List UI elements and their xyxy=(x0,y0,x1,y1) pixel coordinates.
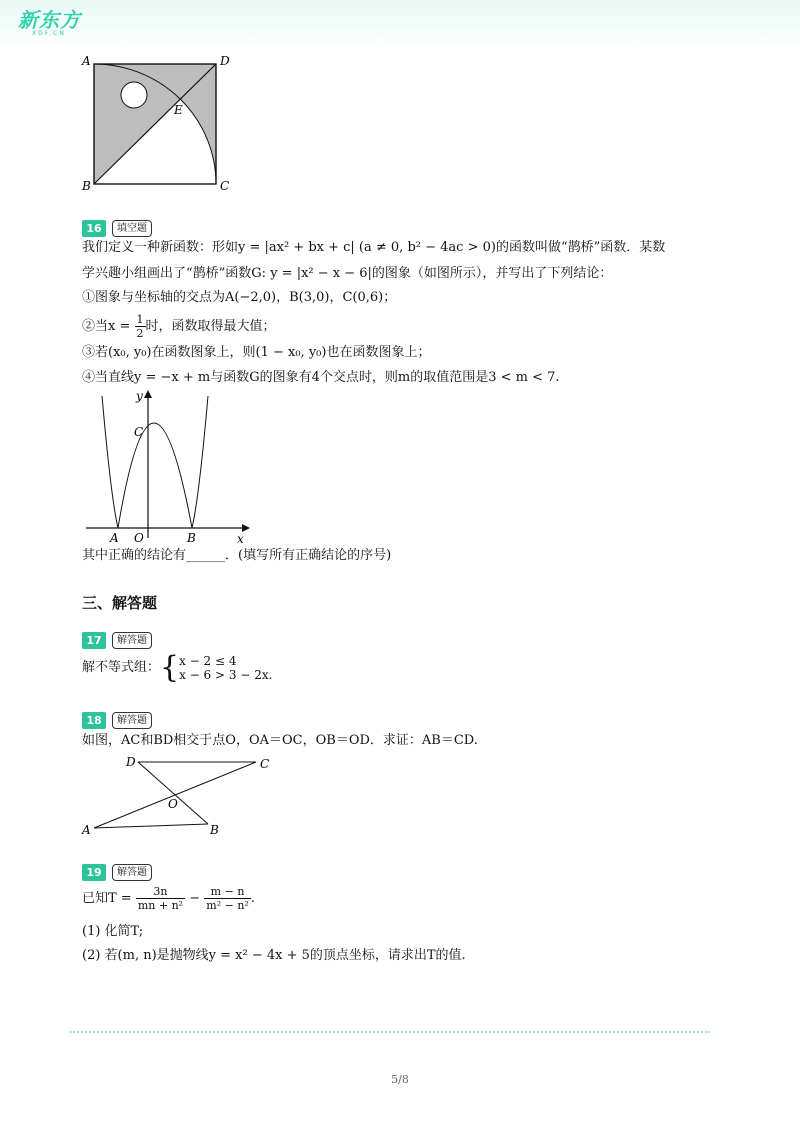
minus-sign: − xyxy=(189,891,201,906)
label-a: A xyxy=(82,54,91,68)
inequality-1: x − 2 ≤ 4 xyxy=(179,653,237,668)
square-figure xyxy=(80,52,240,194)
q16-line-4-suffix: 时，函数取得最大值； xyxy=(145,319,276,334)
axis-label-x: x xyxy=(237,532,244,546)
label-o18: O xyxy=(168,797,178,811)
fraction-half xyxy=(135,313,146,340)
q16-line-5: ③若(x₀, y₀)在函数图象上，则(1 − x₀, y₀)也在函数图象上； xyxy=(82,345,431,360)
fraction-1-den: mn + n² xyxy=(137,899,184,912)
brand-logo xyxy=(18,10,81,37)
question-number-16: 16 xyxy=(82,220,106,237)
crossing-figure xyxy=(80,752,280,842)
question-number-18: 18 xyxy=(82,712,106,729)
q19-period: . xyxy=(250,891,255,906)
fraction-2 xyxy=(204,885,251,912)
system-brace: { xyxy=(160,649,180,685)
question-type-19: 解答题 xyxy=(112,864,152,881)
fraction-half-num: 1 xyxy=(136,313,144,326)
function-graph xyxy=(82,388,252,546)
segment-ab xyxy=(94,824,208,828)
label-e: E xyxy=(174,103,183,117)
axis-label-y: y xyxy=(136,389,143,403)
middle-arch xyxy=(118,423,192,528)
q19-expression xyxy=(82,882,255,916)
fraction-half-den: 2 xyxy=(136,327,144,340)
label-d: D xyxy=(220,54,230,68)
section-title: 三、解答题 xyxy=(82,594,158,612)
label-d18: D xyxy=(126,755,136,769)
q16-answer-line: 其中正确的结论有______．(填写所有正确结论的序号) xyxy=(82,548,392,563)
q16-line-1: 我们定义一种新函数：形如y = |ax² + bx + c| (a ≠ 0, b² − 4ac > 0)的函数叫做“鹊桥”函数．某数 xyxy=(82,240,666,255)
inequality-system xyxy=(179,654,272,682)
small-circle xyxy=(121,82,147,108)
segment-db xyxy=(138,762,208,824)
fraction-2-num: m − n xyxy=(204,885,251,899)
question-number-19: 19 xyxy=(82,864,106,881)
q16-line-3: ①图象与坐标轴的交点为A(−2,0)，B(3,0)，C(0,6)； xyxy=(82,290,397,305)
q19-part-1: (1) 化简T; xyxy=(82,924,144,939)
q17-body xyxy=(82,650,272,686)
point-label-a: A xyxy=(110,531,119,545)
question-type-17: 解答题 xyxy=(112,632,152,649)
fraction-1-num: 3n xyxy=(136,885,185,899)
label-b18: B xyxy=(210,823,219,837)
inequality-2: x − 6 > 3 − 2x. xyxy=(179,667,273,682)
fraction-2-den: m² − n² xyxy=(206,899,249,912)
logo-text: 新东方 xyxy=(18,8,81,32)
logo-subtext: XDF.CN xyxy=(32,30,66,37)
point-label-b: B xyxy=(187,531,196,545)
q16-line-4 xyxy=(82,312,276,342)
q16-line-2: 学兴趣小组画出了“鹊桥”函数G: y = |x² − x − 6|的图象（如图所示），并写出了下列结论： xyxy=(82,266,613,281)
x-axis-arrow xyxy=(242,524,250,532)
fraction-1 xyxy=(136,885,185,912)
y-axis-arrow xyxy=(144,390,152,398)
question-number-17: 17 xyxy=(82,632,106,649)
label-a18: A xyxy=(82,823,91,837)
page-number: 5/8 xyxy=(391,1073,409,1086)
footer-divider xyxy=(70,1031,710,1033)
q16-line-4-prefix: ②当x = xyxy=(82,319,135,334)
question-type-16: 填空题 xyxy=(112,220,152,237)
point-label-c: C xyxy=(134,425,144,439)
q16-line-6: ④当直线y = −x + m与函数G的图象有4个交点时，则m的取值范围是3 < m < 7. xyxy=(82,370,560,385)
header-band xyxy=(0,0,800,50)
q19-part-2: (2) 若(m, n)是抛物线y = x² − 4x + 5的顶点坐标，请求出T的值. xyxy=(82,948,466,963)
q19-prefix: 已知T = xyxy=(82,891,136,906)
label-b: B xyxy=(82,179,91,193)
q18-text: 如图，AC和BD相交于点O，OA＝OC，OB＝OD．求证：AB＝CD. xyxy=(82,733,478,748)
point-label-o: O xyxy=(134,531,144,545)
right-branch xyxy=(192,396,208,528)
question-type-18: 解答题 xyxy=(112,712,152,729)
left-branch xyxy=(102,396,118,528)
label-c: C xyxy=(220,179,230,193)
label-c18: C xyxy=(260,757,270,771)
q17-prefix: 解不等式组： xyxy=(82,660,161,675)
